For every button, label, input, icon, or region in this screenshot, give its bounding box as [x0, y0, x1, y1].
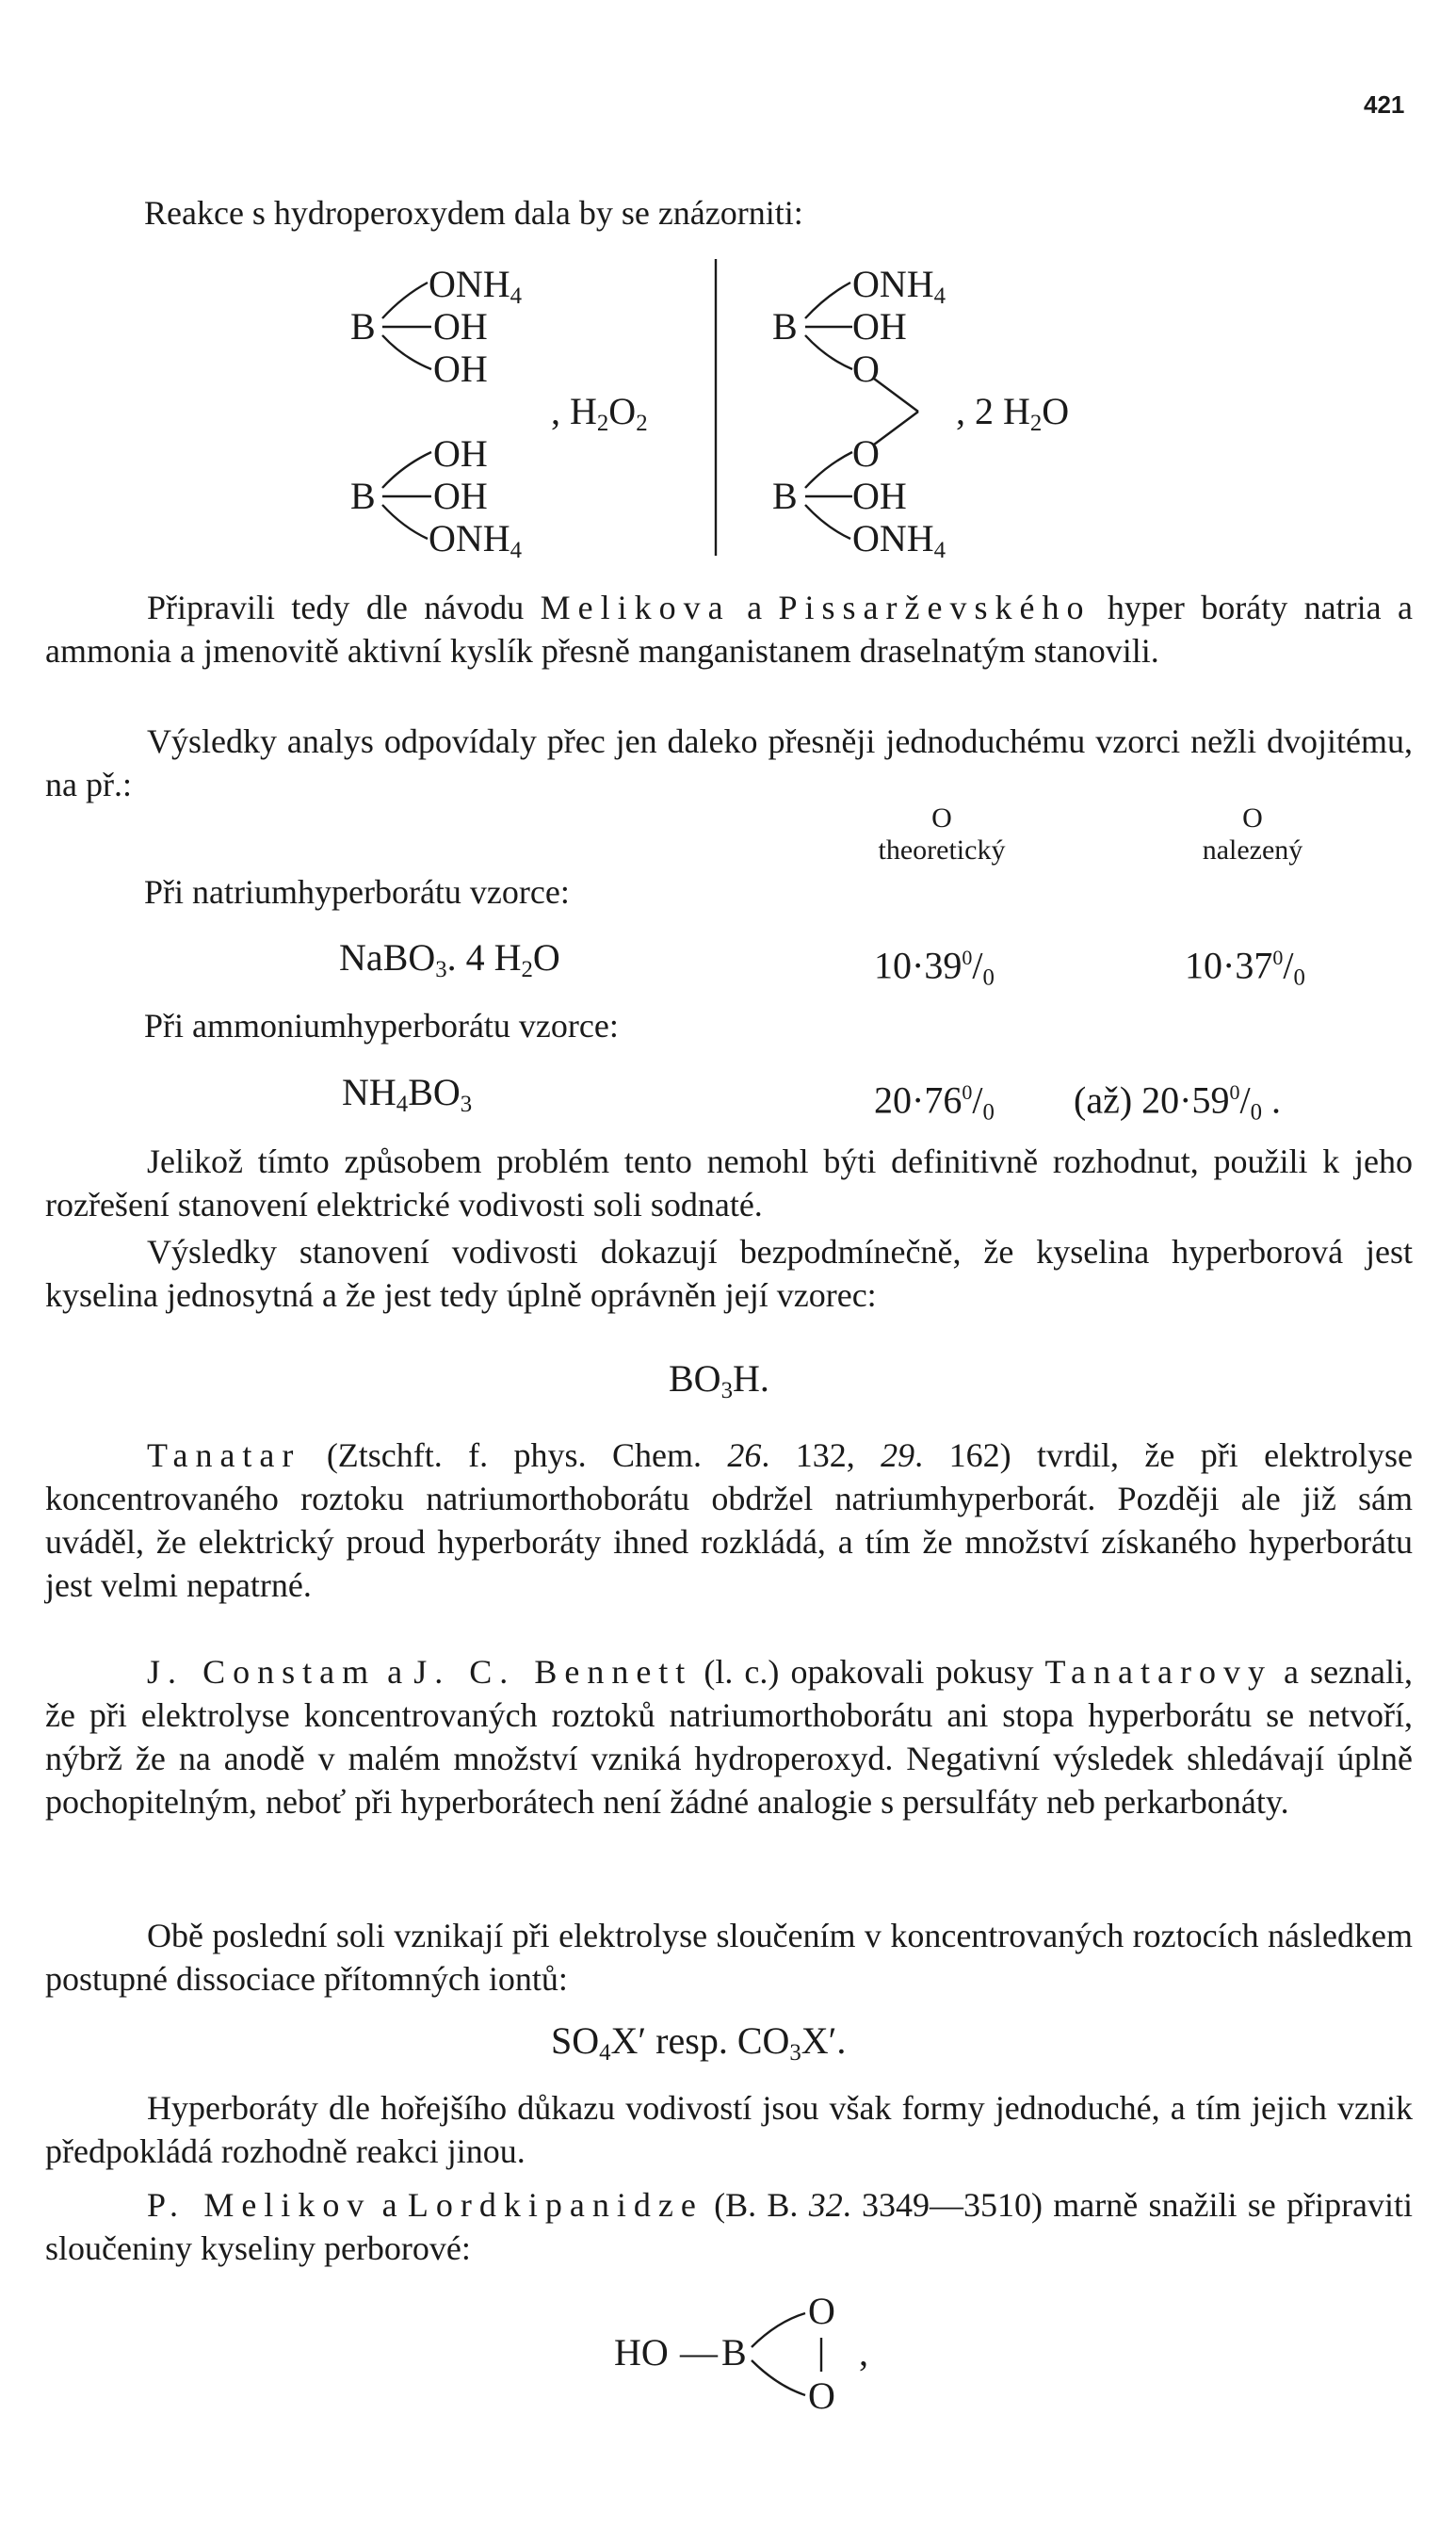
boron-atom: B	[350, 305, 376, 348]
row-label-sodium: Při natriumhyperborátu vzorce:	[144, 873, 570, 911]
water-product: , 2 $H_2O$	[956, 390, 1070, 436]
group-oh: OH	[433, 305, 488, 348]
oxygen-atom: O	[808, 2374, 835, 2417]
formula-nabo3: NaBO$_3$. 4 $H_2O$	[339, 936, 560, 982]
page-number: 421	[1364, 90, 1405, 119]
group-oh: OH	[433, 432, 488, 475]
boron-atom: B	[721, 2331, 747, 2374]
formula-bo3h: $BO_3H$.	[669, 1357, 769, 1403]
reagent-h2o2: , $H_2O_2$	[551, 390, 648, 436]
paragraph-1: Připravili tedy dle návodu Melikova a Pissarževského hyper boráty natria a ammonia a jmenovitě aktivní kyslík přesně manganistanem draselnatým stanovili.	[45, 589, 1414, 670]
intro-text: Reakce s hydroperoxydem dala by se znázorniti:	[144, 194, 803, 232]
paragraph-4: Výsledky stanovení vodivosti dokazují bezpodmínečně, že kyselina hyperborová jest kyselina jednosytná a že jest tedy úplně oprávněn její vzorec:	[45, 1233, 1413, 1314]
paragraph-7: Obě poslední soli vznikají při elektrolyse sloučením v koncentrovaných roztocích následkem postupné dissociace přítomných iontů:	[45, 1917, 1413, 1998]
boron-atom: B	[772, 475, 798, 517]
oxygen-atom: O	[852, 348, 880, 390]
group-oh: OH	[433, 348, 488, 390]
column-header-theoretical: O theoretický	[878, 802, 1006, 866]
value-theoretical-2: $20\cdot 76^0/_0$	[874, 1078, 995, 1126]
paragraph-2: Výsledky analys odpovídaly přec jen daleko přesněji jednoduchému vzorci nežli dvojitému, na př.:	[45, 722, 1413, 803]
paragraph-8: Hyperboráty dle hořejšího důkazu vodivostí jsou však formy jednoduché, a tím jejich vznik předpokládá rozhodně reakci jinou.	[45, 2089, 1413, 2170]
bond-line	[752, 2360, 805, 2395]
group-onh4: $ONH_4$	[852, 517, 946, 563]
row-label-ammonium: Při ammoniumhyperborátu vzorce:	[144, 1007, 619, 1045]
group-oh: OH	[433, 475, 488, 517]
paragraph-6: J. Constam a J. C. Bennett (l. c.) opakovali pokusy Tanatarovy a seznali, že při elektrolyse koncentrovaných roztoků natriumorthoborátu ani stopa hyperborátu se netvoří, nýbrž že na anodě v malém množství vzniká hydroperoxyd. Negativní výsledek shledávají úplně pochopitelným, neboť při hyperborátech není žádné analogie s persulfáty neb perkarbonáty.	[45, 1653, 1414, 1821]
paragraph-9: P. Melikov a Lordkipanidze (B. B. 32. 3349—3510) marně snažili se připraviti sloučeniny kyseliny perborové:	[45, 2186, 1414, 2267]
paragraph-3: Jelikož tímto způsobem problém tento nemohl býti definitivně rozhodnut, použili k jeho rozřešení stanovení elektrické vodivosti soli sodnaté.	[45, 1142, 1413, 1223]
oxygen-atom: O	[852, 432, 880, 475]
boron-atom: B	[772, 305, 798, 348]
value-found-1: $10\cdot 37^0/_0$	[1185, 944, 1305, 991]
value-theoretical-1: $10\cdot 39^0/_0$	[874, 944, 995, 991]
paragraph-5: Tanatar (Ztschft. f. phys. Chem. 26. 132, 29. 162) tvrdil, že při elektrolyse koncentrovaného roztoku natriumorthoborátu obdržel natriumhyperborát. Později ale již sám uváděl, že elektrický proud hyperboráty ihned rozkládá, a tím že množství získaného hyperborátu jest velmi nepatrné.	[45, 1436, 1414, 1604]
oxygen-atom: O	[808, 2290, 835, 2332]
formula-nh4bo3: $NH_4BO_3$	[342, 1071, 473, 1117]
value-found-2: (až) $20\cdot 59^0/_0$ .	[1074, 1078, 1282, 1126]
group-oh: OH	[852, 305, 907, 348]
group-onh4: $ONH_4$	[429, 517, 523, 563]
comma: ,	[859, 2331, 868, 2374]
column-header-found: O nalezený	[1202, 802, 1303, 866]
bond-line	[752, 2313, 805, 2347]
group-onh4: $ONH_4$	[852, 263, 946, 309]
hydroxyl-group: HO	[614, 2331, 669, 2374]
bond-dash: —	[680, 2331, 718, 2374]
boron-atom: B	[350, 475, 376, 517]
group-onh4: $ONH_4$	[429, 263, 523, 309]
ion-formulas: $SO_4X'$ resp. $CO_3X'$.	[551, 2019, 847, 2066]
group-oh: OH	[852, 475, 907, 517]
